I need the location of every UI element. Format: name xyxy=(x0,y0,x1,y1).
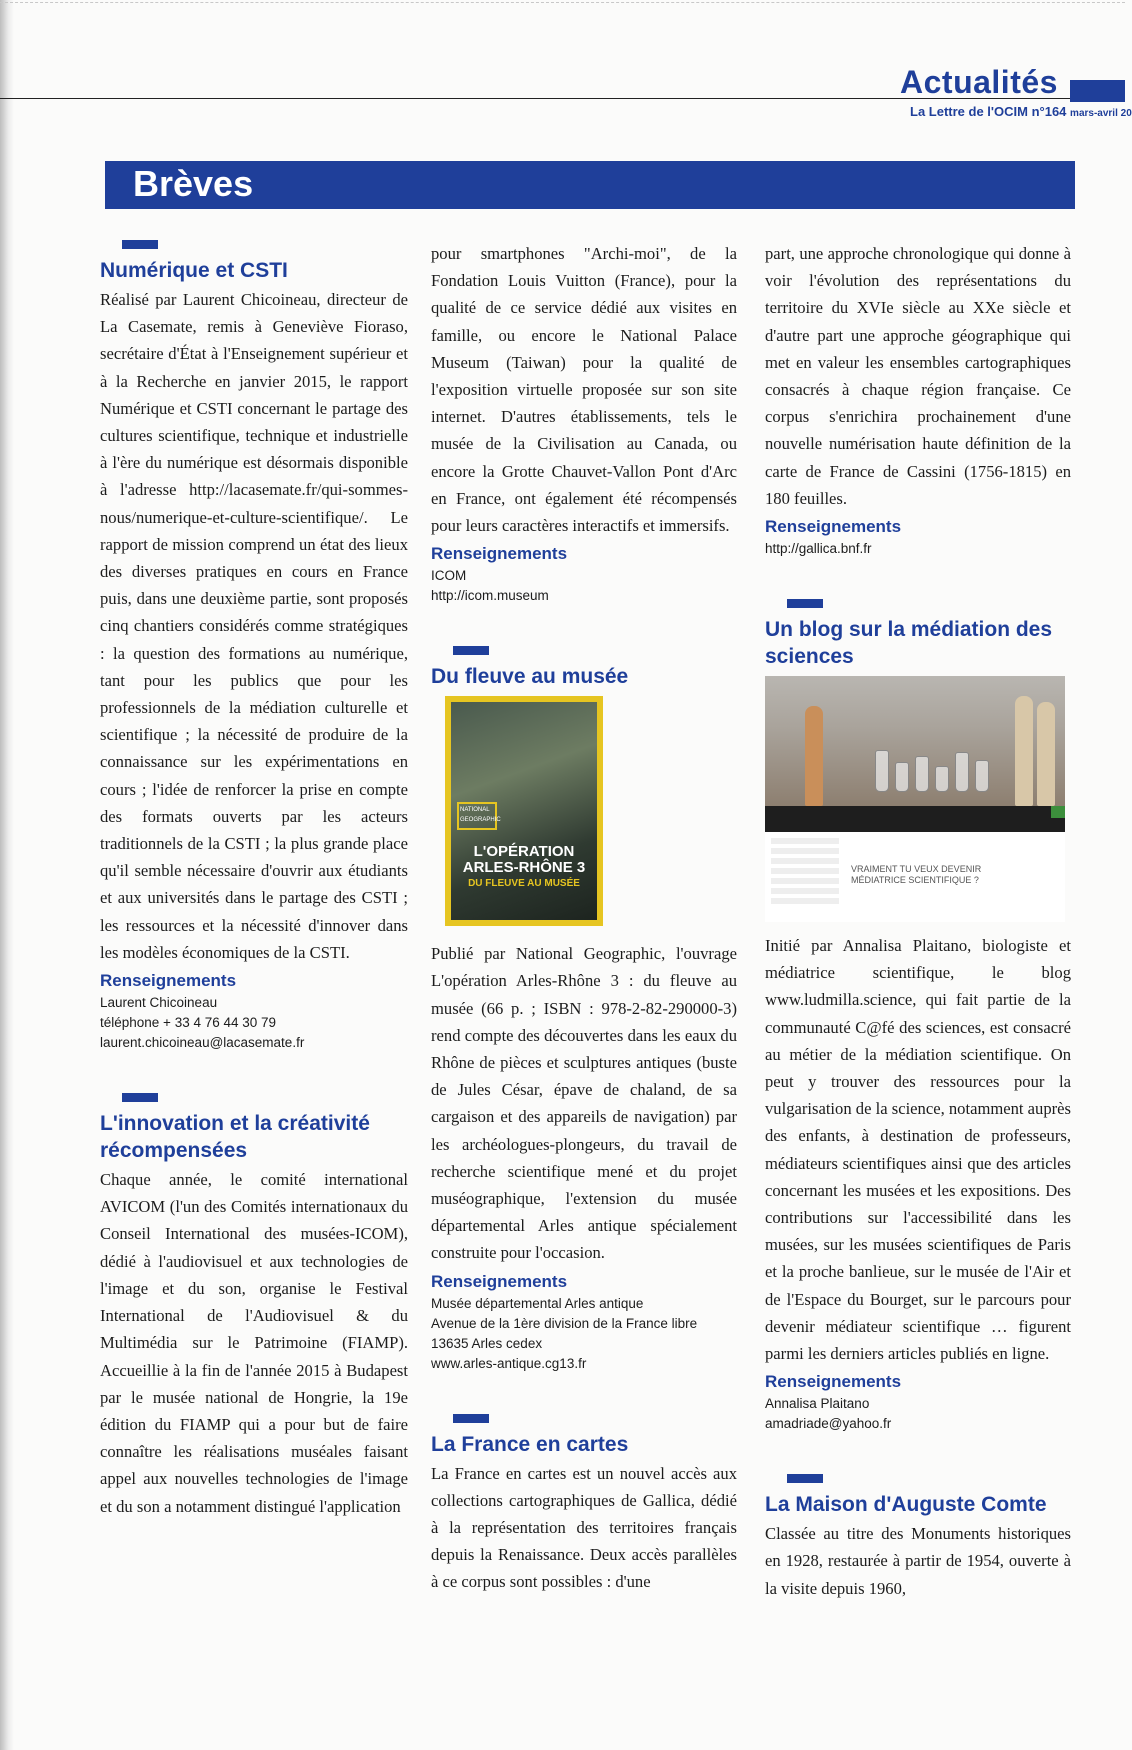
column-2 xyxy=(431,240,737,1596)
article-paragraph: pour smartphones "Archi-moi", de la Fondation Louis Vuitton (France), pour la qualité de ce service dédié aux visites en famille, ou encore le National Palace Museum (Taiwan) pour la qualité de l'exposition virtuelle proposée sur son site internet. D'autres établissements, tels le musée de la Civilisation au Canada, ou encore la Grotte Chauvet-Vallon Pont d'Arc en France, ont également été récompensés pour leurs caractères interactifs et immersifs. xyxy=(431,244,737,536)
info-line: http://icom.museum xyxy=(431,588,549,604)
issue-date: mars-avril 20 xyxy=(1070,108,1132,119)
article-title: La Maison d'Auguste Comte xyxy=(765,1493,1047,1517)
blog-page xyxy=(765,832,1065,922)
publication-line xyxy=(910,104,1132,119)
article-title: La France en cartes xyxy=(431,1432,629,1456)
column-3 xyxy=(765,240,1071,1602)
blog-headline: VRAIMENT TU VEUX DEVENIR MÉDIATRICE SCIENTIFIQUE ? xyxy=(851,864,982,886)
info-line: laurent.chicoineau@lacasemate.fr xyxy=(100,1035,305,1051)
info-label: Renseignements xyxy=(765,1372,902,1392)
article-paragraph: Initié par Annalisa Plaitano, biologiste et médiatrice scientifique, le blog www.ludmilla.science, qui fait partie de la communauté C@fé des sciences, est consacré au métier de la médiation scientifique. On peut y trouver des ressources pour la vulgarisation de la science, notamment auprès des enfants, à destination de professeurs, médiateurs scientifiques ainsi que des articles concernant les musées et les expositions. Des contributions sur l'accessibilité dans les musées, sur les musées scientifiques de Paris et la proche banlieue, sur le musée de l'Air et de l'Espace du Bourget, sur le parcours pour devenir médiateur scientifique … figurent parmi les derniers articles publiés en ligne. xyxy=(765,936,1071,1364)
info-label: Renseignements xyxy=(431,544,568,564)
info-line: Musée départemental Arles antique xyxy=(431,1295,644,1311)
cover-subtitle: DU FLEUVE AU MUSÉE xyxy=(468,878,580,890)
issue-number: n°164 xyxy=(1031,104,1067,119)
breves-banner xyxy=(105,161,1075,209)
info-line: Laurent Chicoineau xyxy=(100,995,218,1011)
article-marker xyxy=(122,1093,158,1102)
info-label: Renseignements xyxy=(765,517,902,537)
search-icon xyxy=(1051,806,1065,818)
article-paragraph: Publié par National Geographic, l'ouvrage L'opération Arles-Rhône 3 : du fleuve au musée (66 p. ; ISBN : 978-2-82-290000-3) rend compte des découvertes dans les eaux du Rhône de pièces et sculptures antiques (buste de Jules César, épave de chaland, de sa cargaison et des appareils de navigation) par les archéologues-plongeurs, du travail de recherche scientifique mené et du projet muséographique, l'extension du musée départemental Arles antique spécialement construite pour l'occasion. xyxy=(431,944,737,1263)
info-line: 13635 Arles cedex xyxy=(431,1335,543,1351)
column-1 xyxy=(100,240,408,1520)
article-marker xyxy=(787,599,823,608)
article-paragraph: part, une approche chronologique qui donne à voir l'évolution des représentations du territoire du XVIe siècle au XXe siècle et d'autre part une approche géographique qui met en valeur les ensembles cartographiques consacrés à chaque région française. Ce corpus s'enrichira prochainement d'une nouvelle numérisation haute définition de la carte de France de Cassini (1756-1815) en 180 feuilles. xyxy=(765,244,1071,508)
article-title: Un blog sur la médiation des sciences xyxy=(765,618,1053,669)
section-title-bar xyxy=(1070,80,1125,102)
article-title: Du fleuve au musée xyxy=(431,665,629,689)
section-title: Actualités xyxy=(900,64,1058,100)
info-line: http://gallica.bnf.fr xyxy=(765,541,872,557)
cover-title: L'OPÉRATION ARLES-RHÔNE 3 xyxy=(462,843,586,877)
banner-title: Brèves xyxy=(133,163,254,204)
info-label: Renseignements xyxy=(100,971,237,991)
article-marker xyxy=(453,1414,489,1423)
article-marker xyxy=(453,646,489,655)
book-cover-image xyxy=(445,696,603,926)
article-title: Numérique et CSTI xyxy=(100,259,288,282)
article-title: L'innovation et la créativité récompensées xyxy=(100,1112,370,1163)
blog-nav-bar xyxy=(765,806,1065,832)
info-line: www.arles-antique.cg13.fr xyxy=(431,1355,587,1371)
blog-screenshot-image xyxy=(765,676,1065,922)
article-paragraph: Chaque année, le comité international AVICOM (l'un des Comités internationaux du Conseil International des musées-ICOM), dédié à l'audiovisuel et aux technologies de l'image et du son, organise le Festival International de l'Audiovisuel & du Multimédia sur le Patrimoine (FIAMP). Accueillie à la fin de l'année 2015 à Budapest par le musée national de Hongrie, la 19e édition du FIAMP qui a pour but de faire connaître les réalisations muséales faisant appel aux nouvelles technologies de l'image et du son a notamment distingué l'application xyxy=(100,1170,408,1516)
lab-photo xyxy=(765,676,1065,806)
top-edge xyxy=(0,2,1125,3)
publication-name: La Lettre de l'OCIM xyxy=(910,104,1028,119)
article-paragraph: Classée au titre des Monuments historiques en 1928, restaurée à partir de 1954, ouverte à la visite depuis 1960, xyxy=(765,1524,1071,1598)
article-marker xyxy=(122,240,158,249)
article-marker xyxy=(787,1474,823,1483)
article-paragraph: La France en cartes est un nouvel accès aux collections cartographiques de Gallica, dédié à la représentation des territoires français depuis la Renaissance. Deux accès parallèles à ce corpus sont possibles : d'une xyxy=(431,1463,737,1592)
info-line: amadriade@yahoo.fr xyxy=(765,1416,892,1432)
info-label: Renseignements xyxy=(431,1271,568,1291)
info-line: Annalisa Plaitano xyxy=(765,1396,870,1412)
info-line: Avenue de la 1ère division de la France libre xyxy=(431,1315,698,1331)
page-gutter-shadow xyxy=(0,0,14,1750)
blog-sidebar xyxy=(771,838,839,908)
info-line: ICOM xyxy=(431,568,467,584)
article-paragraph: Réalisé par Laurent Chicoineau, directeur de La Casemate, remis à Geneviève Fioraso, secrétaire d'État à l'Enseignement supérieur et à la Recherche en janvier 2015, le rapport Numérique et CSTI concernant le partage des cultures scientifique, technique et industrielle à l'ère du numérique est désormais disponible à l'adresse http://lacasemate.fr/qui-sommes-nous/numerique-et-culture-scientifique/. Le rapport de mission comprend un état des lieux des diverses pratiques en cours en France puis, dans une deuxième partie, sont proposés cinq chantiers considérés comme stratégiques : la question des formations au numérique, tant pour les publics que pour les professionnels de la médiation culturelle et scientifique ; la nécessité de produire de la connaissance sur les expérimentations en cours ; l'idée de renforcer la prise en compte des formats ouverts par les acteurs traditionnels de la CSTI ; la plus grande place qu'il semble nécessaire d'ouvrir aux étudiants et aux universités dans le partage des CSTI ; les ressources et la nécessité d'innover dans les modèles économiques de la CSTI. xyxy=(100,290,408,962)
info-line: téléphone + 33 4 76 44 30 79 xyxy=(100,1015,277,1031)
national-geographic-logo: NATIONAL GEOGRAPHIC xyxy=(457,802,497,830)
